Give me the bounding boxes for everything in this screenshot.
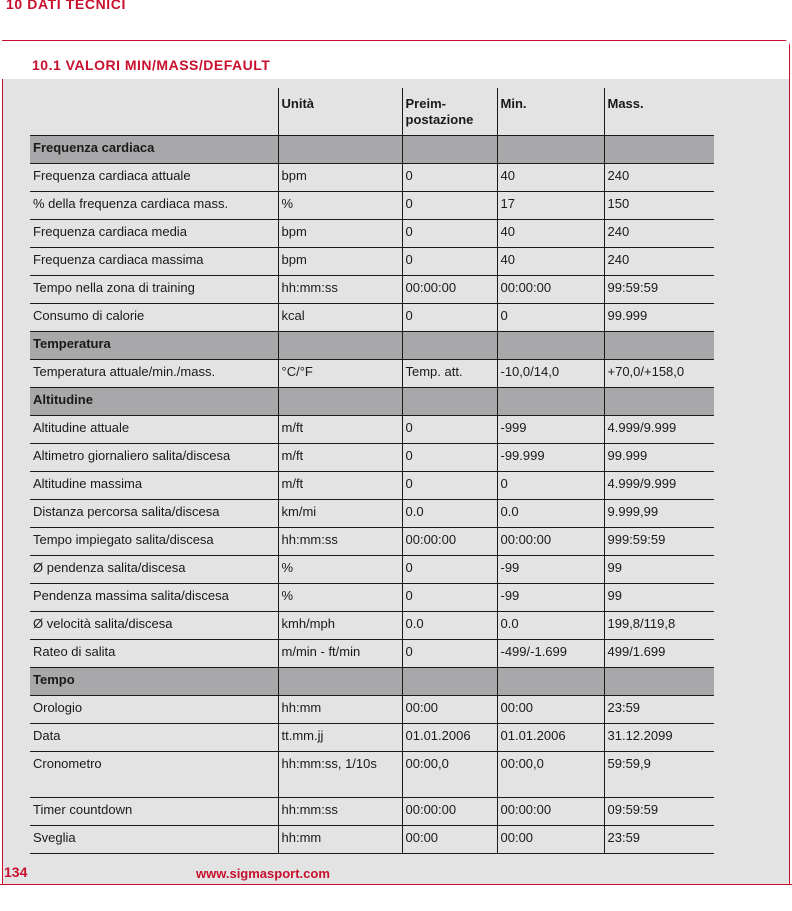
table-row [30, 444, 714, 472]
cell-min: 40 [497, 220, 604, 248]
cell-min: 01.01.2006 [497, 724, 604, 752]
cell-default [402, 136, 497, 164]
cell-min: 40 [497, 248, 604, 276]
header-min: Min. [497, 88, 604, 136]
cell-default: 0.0 [402, 612, 497, 640]
cell-default: 01.01.2006 [402, 724, 497, 752]
cell-min: -99 [497, 584, 604, 612]
cell-default: 0 [402, 220, 497, 248]
cell-min: 0 [497, 304, 604, 332]
cell-param: Altitudine [30, 388, 278, 416]
cell-max: 4.999/9.999 [604, 416, 714, 444]
cell-max: 150 [604, 192, 714, 220]
cell-min [497, 388, 604, 416]
cell-max: 240 [604, 164, 714, 192]
cell-max: 23:59 [604, 826, 714, 854]
section-row [30, 388, 714, 416]
cell-default [402, 332, 497, 360]
chapter-title: 10 DATI TECNICI [6, 0, 126, 12]
cell-unit: % [278, 556, 402, 584]
cell-max: 99:59:59 [604, 276, 714, 304]
panel-header [2, 41, 789, 79]
cell-param: % della frequenza cardiaca mass. [30, 192, 278, 220]
cell-min: -499/-1.699 [497, 640, 604, 668]
cell-default: 00:00:00 [402, 528, 497, 556]
cell-param: Rateo di salita [30, 640, 278, 668]
table-row [30, 276, 714, 304]
cell-default: 0 [402, 556, 497, 584]
cell-default: 0 [402, 472, 497, 500]
cell-max: 99 [604, 556, 714, 584]
header-param [30, 88, 278, 136]
cell-max: 09:59:59 [604, 798, 714, 826]
header-default: Preim-postazione [402, 88, 497, 136]
cell-min: -99.999 [497, 444, 604, 472]
cell-param: Data [30, 724, 278, 752]
cell-unit: m/ft [278, 472, 402, 500]
specs-table [30, 88, 714, 854]
cell-param: Tempo impiegato salita/discesa [30, 528, 278, 556]
cell-unit: hh:mm [278, 826, 402, 854]
cell-min: 40 [497, 164, 604, 192]
table-row [30, 500, 714, 528]
table-row [30, 248, 714, 276]
cell-default: 00:00,0 [402, 752, 497, 798]
table-row [30, 164, 714, 192]
cell-unit [278, 136, 402, 164]
cell-param: Ø pendenza salita/discesa [30, 556, 278, 584]
table-row [30, 584, 714, 612]
cell-unit: km/mi [278, 500, 402, 528]
section-row [30, 332, 714, 360]
table-row [30, 696, 714, 724]
cell-min: 00:00:00 [497, 798, 604, 826]
cell-param: Altimetro giornaliero salita/discesa [30, 444, 278, 472]
cell-min: 0.0 [497, 612, 604, 640]
cell-param: Altitudine attuale [30, 416, 278, 444]
cell-param: Frequenza cardiaca massima [30, 248, 278, 276]
cell-default: 00:00:00 [402, 798, 497, 826]
cell-default: 0.0 [402, 500, 497, 528]
cell-min: 00:00:00 [497, 276, 604, 304]
cell-max: 240 [604, 220, 714, 248]
cell-default: 00:00 [402, 826, 497, 854]
cell-param: Frequenza cardiaca attuale [30, 164, 278, 192]
section-row [30, 136, 714, 164]
cell-max: 31.12.2099 [604, 724, 714, 752]
cell-max: 999:59:59 [604, 528, 714, 556]
table-row [30, 556, 714, 584]
cell-default: Temp. att. [402, 360, 497, 388]
cell-max [604, 388, 714, 416]
cell-unit: kmh/mph [278, 612, 402, 640]
cell-param: Frequenza cardiaca media [30, 220, 278, 248]
cell-max [604, 668, 714, 696]
header-max: Mass. [604, 88, 714, 136]
cell-default [402, 388, 497, 416]
table-row [30, 528, 714, 556]
table-row [30, 220, 714, 248]
cell-max: +70,0/+158,0 [604, 360, 714, 388]
cell-param: Consumo di calorie [30, 304, 278, 332]
header-unit: Unità [278, 88, 402, 136]
cell-default: 0 [402, 192, 497, 220]
cell-unit: bpm [278, 164, 402, 192]
cell-min: 00:00,0 [497, 752, 604, 798]
cell-min [497, 332, 604, 360]
cell-unit: hh:mm:ss [278, 528, 402, 556]
cell-max: 59:59,9 [604, 752, 714, 798]
table-row [30, 416, 714, 444]
cell-unit: hh:mm:ss [278, 798, 402, 826]
cell-default: 0 [402, 444, 497, 472]
cell-max: 99 [604, 584, 714, 612]
cell-max: 99.999 [604, 444, 714, 472]
cell-default: 0 [402, 304, 497, 332]
section-title: 10.1 VALORI MIN/MASS/DEFAULT [32, 57, 271, 73]
cell-unit: m/min - ft/min [278, 640, 402, 668]
cell-param: Altitudine massima [30, 472, 278, 500]
section-row [30, 668, 714, 696]
cell-max [604, 136, 714, 164]
table-row [30, 304, 714, 332]
cell-max: 23:59 [604, 696, 714, 724]
cell-param: Sveglia [30, 826, 278, 854]
cell-unit [278, 388, 402, 416]
cell-unit: m/ft [278, 416, 402, 444]
cell-unit: % [278, 584, 402, 612]
cell-unit: bpm [278, 220, 402, 248]
cell-unit [278, 668, 402, 696]
table-row [30, 472, 714, 500]
cell-default: 00:00 [402, 696, 497, 724]
cell-min: 0.0 [497, 500, 604, 528]
cell-default: 00:00:00 [402, 276, 497, 304]
panel-left-border [2, 51, 3, 885]
cell-min [497, 668, 604, 696]
table-row [30, 640, 714, 668]
cell-min [497, 136, 604, 164]
table-row [30, 192, 714, 220]
cell-min: -999 [497, 416, 604, 444]
cell-unit: m/ft [278, 444, 402, 472]
cell-unit: hh:mm [278, 696, 402, 724]
cell-param: Temperatura [30, 332, 278, 360]
cell-param: Tempo nella zona di training [30, 276, 278, 304]
cell-max: 99.999 [604, 304, 714, 332]
cell-param: Cronometro [30, 752, 278, 798]
table-row [30, 360, 714, 388]
cell-min: 17 [497, 192, 604, 220]
cell-default: 0 [402, 248, 497, 276]
cell-min: 00:00 [497, 696, 604, 724]
cell-default [402, 668, 497, 696]
cell-min: 00:00 [497, 826, 604, 854]
cell-default: 0 [402, 164, 497, 192]
bottom-divider [0, 884, 792, 885]
cell-default: 0 [402, 584, 497, 612]
cell-unit: hh:mm:ss, 1/10s [278, 752, 402, 798]
cell-param: Temperatura attuale/min./mass. [30, 360, 278, 388]
cell-param: Pendenza massima salita/discesa [30, 584, 278, 612]
cell-unit: % [278, 192, 402, 220]
cell-max: 9.999,99 [604, 500, 714, 528]
cell-min: -99 [497, 556, 604, 584]
cell-param: Tempo [30, 668, 278, 696]
cell-param: Ø velocità salita/discesa [30, 612, 278, 640]
page-number: 134 [4, 864, 28, 880]
cell-unit: °C/°F [278, 360, 402, 388]
cell-min: 0 [497, 472, 604, 500]
cell-max: 199,8/119,8 [604, 612, 714, 640]
table-row [30, 724, 714, 752]
footer-url[interactable]: www.sigmasport.com [196, 866, 330, 881]
cell-unit: kcal [278, 304, 402, 332]
table-row [30, 612, 714, 640]
cell-unit [278, 332, 402, 360]
cell-param: Orologio [30, 696, 278, 724]
table-row [30, 752, 714, 798]
cell-param: Distanza percorsa salita/discesa [30, 500, 278, 528]
cell-param: Frequenza cardiaca [30, 136, 278, 164]
table-row [30, 798, 714, 826]
cell-param: Timer countdown [30, 798, 278, 826]
cell-max: 499/1.699 [604, 640, 714, 668]
table-row [30, 826, 714, 854]
cell-unit: tt.mm.jj [278, 724, 402, 752]
cell-min: -10,0/14,0 [497, 360, 604, 388]
cell-max: 240 [604, 248, 714, 276]
cell-min: 00:00:00 [497, 528, 604, 556]
cell-max [604, 332, 714, 360]
cell-default: 0 [402, 416, 497, 444]
cell-max: 4.999/9.999 [604, 472, 714, 500]
cell-unit: hh:mm:ss [278, 276, 402, 304]
table-header-row [30, 88, 714, 136]
cell-unit: bpm [278, 248, 402, 276]
cell-default: 0 [402, 640, 497, 668]
